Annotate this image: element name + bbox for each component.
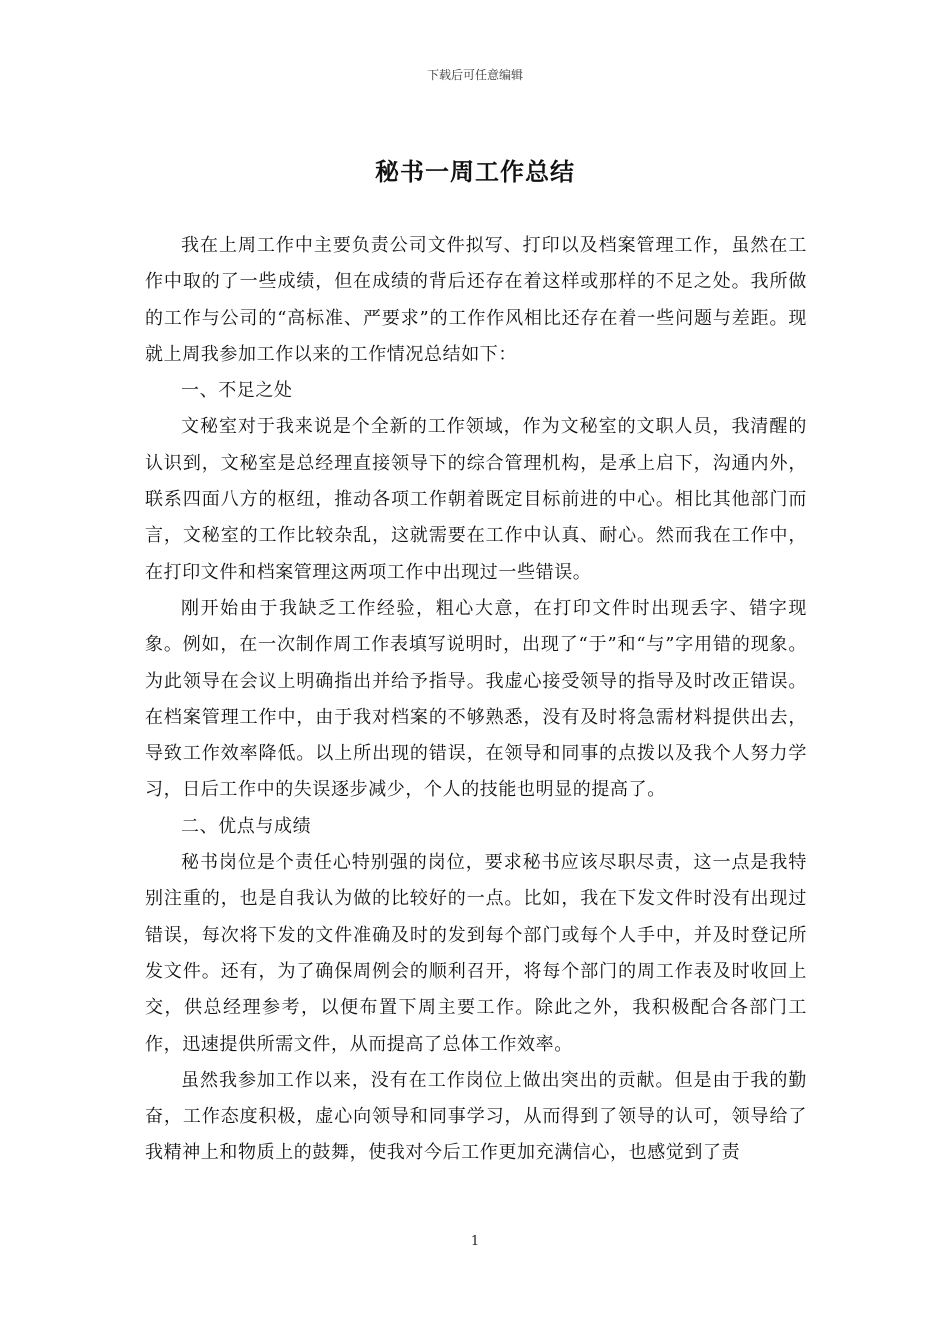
paragraph-shortcomings-1: 文秘室对于我来说是个全新的工作领域，作为文秘室的文职人员，我清醒的认识到，文秘室是总经理直接领导下的综合管理机构，是承上启下，沟通内外，联系四面八方的枢纽，推动各项工作朝着既定目标前进的中心。相比其他部门而言，文秘室的工作比较杂乱，这就需要在工作中认真、耐心。然而我在工作中，在打印文件和档案管理这两项工作中出现过一些错误。 xyxy=(145,416,807,583)
section-heading-shortcomings: 一、不足之处 xyxy=(181,380,293,402)
page-header: 下载后可任意编辑 xyxy=(426,68,523,82)
paragraph-intro: 我在上周工作中主要负责公司文件拟写、打印以及档案管理工作，虽然在工作中取的了一些成绩，但在成绩的背后还存在着这样或那样的不足之处。我所做的工作与公司的“高标准、严要求”的工作作风相比还存在着一些问题与差距。现就上周我参加工作以来的工作情况总结如下： xyxy=(145,235,807,365)
paragraph-strengths-2: 虽然我参加工作以来，没有在工作岗位上做出突出的贡献。但是由于我的勤奋，工作态度积极，虚心向领导和同事学习，从而得到了领导的认可，领导给了我精神上和物质上的鼓舞，使我对今后工作更加充满信心，也感觉到了责 xyxy=(145,1069,807,1164)
document-title: 秘书一周工作总结 xyxy=(375,157,575,186)
paragraph-shortcomings-2: 刚开始由于我缺乏工作经验，粗心大意，在打印文件时出现丢字、错字现象。例如，在一次制作周工作表填写说明时，出现了“于”和“与”字用错的现象。为此领导在会议上明确指出并给予指导。我虚心接受领导的指导及时改正错误。在档案管理工作中，由于我对档案的不够熟悉，没有及时将急需材料提供出去，导致工作效率降低。以上所出现的错误，在领导和同事的点拨以及我个人努力学习，日后工作中的失误逐步减少，个人的技能也明显的提高了。 xyxy=(145,597,807,801)
section-heading-strengths: 二、优点与成绩 xyxy=(181,815,312,837)
page-number: 1 xyxy=(470,1234,480,1249)
document-body xyxy=(145,228,807,1172)
paragraph-strengths-1: 秘书岗位是个责任心特别强的岗位，要求秘书应该尽职尽责，这一点是我特别注重的，也是自我认为做的比较好的一点。比如，我在下发文件时没有出现过错误，每次将下发的文件准确及时的发到每个部门或每个人手中，并及时登记所发文件。还有，为了确保周例会的顺利召开，将每个部门的周工作表及时收回上交，供总经理参考，以便布置下周主要工作。除此之外，我积极配合各部门工作，迅速提供所需文件，从而提高了总体工作效率。 xyxy=(145,852,807,1055)
